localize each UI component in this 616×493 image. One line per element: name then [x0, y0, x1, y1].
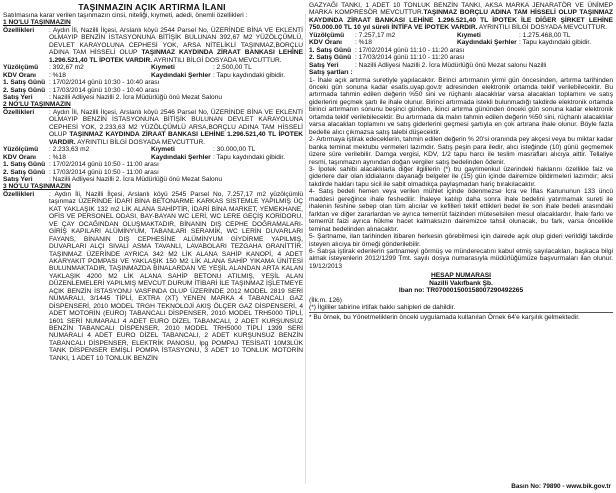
label-kayitlar: Kaydındaki Şerhler	[151, 153, 211, 161]
column-divider	[305, 14, 306, 484]
sart-item-6: 6- Satışa iştirak edenlerin şartnameyi görmüş ve münderecatını kabul etmiş sayılacakları, başkaca bilgi almak isteyenlerin 2012/1299 Tmt. sayılı dosya numarasıyla müdürlüğümüze başvurmaları ilan olunur. 19/12/2013	[309, 247, 613, 270]
t1-satis1: : 17/02/2014 günü 10:30 - 10:40 arası	[49, 79, 160, 87]
t2-ozellik	[3, 109, 303, 146]
t3-ozellik	[3, 191, 303, 362]
hesap-iban: Iban no: TR070001500158007290492265	[398, 287, 524, 295]
sart-item-3: 3- İpotek sahibi alacaklılarla diğer ilgililerin (*) bu gayrimenkul üzerindeki haklarını özellikle faiz ve giderlere dair olan iddialarını dayanağı belgeler ile (15) gün içinde dairemize bildirmeleri lazımdır; aksi takdirde hakları tapu sicil ile sabit olmadıkça paylaşmadan hariç bırakılacaktır.	[309, 165, 613, 188]
t3-kayitlar: : Tapu kaydındaki gibidir.	[519, 39, 592, 47]
t1-kdv: : %18	[49, 71, 66, 79]
t2-kayitlar: : Tapu kaydındaki gibidir.	[213, 153, 286, 161]
satis-sartlari-heading: Satış şartları :	[309, 69, 353, 77]
label-kdv: KDV Oranı	[3, 71, 36, 79]
hesap-title: HESAP NUMARASI	[431, 272, 491, 280]
ilk-m: (İlk.m. 126)	[309, 296, 342, 304]
t2-kdv: : %18	[49, 153, 66, 161]
t3-row-satis2	[309, 54, 613, 61]
t1-yuzolcumu: : 392,67 m2	[49, 64, 84, 72]
t2-heading: 2 NO'LU TAŞINMAZIN	[3, 101, 71, 109]
sart-item-5: 5- Şartname, ilan tarihinden itibaren herkesin görebilmesi için dairede açık olup gideri verildiği takdirde isteyen alıcıya bir örneği gönderilebilir.	[309, 233, 613, 248]
label-satisyeri: Satış Yeri	[3, 93, 33, 101]
sart-item-1: 1- İhale açık artırma suretiyle yapılacaktır. Birinci artırmanın yirmi gün öncesinden, artırma tarihinden önceki gün sonuna kadar esatis.uyap.gov.tr adresinden elektronik ortamda teklif verilebilecektir. Bu artırmada tahmin edilen değerin %50 sini ve rüçhanlı alacaklılar varsa alacakları toplamını ve satış giderlerini geçmek şartı ile ihale olunur. Birinci artırmada istekli bulunmadığı takdirde elektronik ortamda birinci artırmanın sonunu beşinci günden, ikinci artırma gününden önceki gün sonuna kadar elektronik ortamda teklif verilebilecektir. Bu artırmada da malın tahmin edilen değerin %50 sini, rüçhanlı alacaklılar varsa alacakları toplamını ve satış giderlerini geçmesi şartıyla en çok artırana ihale olunur. Böyle fazla bedelle alıcı çıkmazsa satış talebi düşecektir.	[309, 76, 613, 136]
t3-yuzolcumu: : 7.257,17 m2	[355, 31, 396, 39]
label-kayitlar: Kaydındaki Şerhler	[151, 71, 211, 79]
t3-satis2: : 17/03/2014 günü 11:10 - 11:20 arası	[355, 54, 465, 62]
right-column	[309, 2, 613, 321]
t2-row-kdv	[3, 154, 303, 161]
label-satis1: 1. Satış Günü	[3, 79, 46, 87]
label-satis2: 2. Satış Günü	[3, 168, 46, 176]
t2-ozellik-value: : Aydın İli, Nazilli İlçesi, Arslanlı köyü 2546 Parsel No, ÜZERİNDE BİNA VE EKLENTİ OLMAYIP BENZİN İSTASYONUNA BİTİŞİK BULUNAN DEVLET KARAYOLUNA CEPHESİ YOK, 2.233,63 M2 YÜZÖLÇÜMLÜ ARSA,BORÇLU ADINA TAM HİSSELİ OLUP TAŞINMAZ KAYDINDA ZİRAAT BANKASI LEHİNE 1.296.521,40 TL İPOTEK VARDIR. AYRINTILI BİLGİ DOSYADA MEVCUTTUR.	[49, 108, 303, 146]
note-1: (*) İlgililer tabirine irtifak hakkı sahipleri de dahildir.	[309, 304, 456, 312]
t2-satis1: : 17/02/2014 günü 10:50 - 11:00 arası	[49, 161, 159, 169]
t1-row-satis2	[3, 87, 303, 94]
hesap-bank: Nazilli Vakıfbank Şb.	[429, 279, 493, 287]
ad-page	[3, 2, 613, 491]
t3-kiymeti: : 1.275.468,00 TL	[519, 31, 571, 39]
t2-row-satis1	[3, 161, 303, 168]
intro-text: Satılmasına karar verilen taşınmazın cinsi, niteliği, kıymeti, adedi, önemli özellikleri :	[3, 12, 248, 19]
ad-title: TAŞINMAZIN AÇIK ARTIRMA İLANI	[78, 2, 226, 12]
t1-row-yuzolcumu	[3, 64, 303, 71]
t1-ozellik	[3, 27, 303, 64]
t3-row-yuzolcumu	[309, 32, 613, 39]
t3-row-kdv	[309, 39, 613, 46]
t3-row-satis1	[309, 47, 613, 54]
t1-kayitlar: : Tapu kaydındaki gibidir.	[213, 71, 286, 79]
basin-no: Basın No: 79890 - www.bik.gov.tr	[511, 482, 611, 490]
t2-satis2: : 17/03/2014 günü 10:50 - 11:00 arası	[49, 168, 159, 176]
label-kdv: KDV Oranı	[3, 153, 36, 161]
t3-satisyeri: : Nazilli Adliyesi Nazilli 2. İcra Müdürlüğü önü Mezat salonu Nazilli	[355, 61, 547, 69]
t1-ozellik-value: : Aydın İli, Nazilli İlçesi, Arslanlı köyü 2544 Parsel No, ÜZERİNDE BİNA VE EKLENTİ OLMAYIP BENZİN İSTASYONUNA BİTİŞİK BULUNAN 392,67 M2 YÜZÖLÇÜMLÜ, DEVLET KARAYOLUNA CEPHESİ YOK, ARSA NİTELİKLİ TAŞINMAZ,BORÇLU ADINA TAM HİSSELİ OLUP TAŞINMAZ KAYDINDA ZİRAAT BANKASI LEHİNE 1.296.521,40 TL İPOTEK VARDIR. AYRINTILI BİLGİ DOSYADA MEVCUTTUR.	[49, 26, 303, 64]
t2-satisyeri: : Nazilli Adliyesi Nazilli 2. İcra Müdürlüğü önü Mezat Salonu	[49, 175, 222, 183]
label-satis2: 2. Satış Günü	[309, 54, 352, 62]
label-satisyeri: Satış Yeri	[309, 61, 339, 69]
label-yuzolcumu: Yüzölçümü	[3, 146, 39, 154]
t1-kiymeti: : 2.500,00 TL	[213, 64, 252, 72]
t3-continuation: GAZYAĞI TANKI, 1 ADET 10 TONLUK BENZİN TANKI, AKSA MARKA JENARATÖR VE ÜNİMEP MARKA KOMPRESÖR MEVCUTTUR.TAŞINMAZ BORÇLU ADINA TAM HİSSELİ OLUP TAŞINMAZ KAYDINDA ZİRAAT BANKASI LEHİNE 1.296.521,40 TL İPOTEK İLE DİĞER ŞİRKET LEHİNE 750.000.00 TL 10 yıl süreli İNTİFA VE İPOTEK VARDIR. AYRINTILI BİLGİ DOSYADA MEVCUTTUR.	[309, 2, 614, 32]
t2-yuzolcumu: : 2.233,63 m2	[49, 146, 90, 154]
t3-ozellik-value: : Aydın İli, Nazilli İlçesi, Arslanlı köyü 2545 Parsel No, 7.257,17 m2 yüzölçümlü taşınmaz ÜZERİNDE İDARİ BİNA BETONARME KARKAS SİSTEMLE YAPILMIŞ ÜÇ KAT YAKLAŞIK 132 m2 LİK ALANA SAHİPTİR, İDARİ BİNA MARKET, YEMEKHANE, OFİS VE PERSONEL ODASI, BAY-BAYAN WC LERİ, WC LERE GEÇİŞ KORİDORU, VE ÇAY OCAĞINDAN OLUŞMAKTADIR, BİNANIN DIŞ CEPHE DOĞRAMALARI-GİRİŞ KAPILARI ALÜMİNYUM, TABANLARI SERAMİK, WC LERİN DUVARLARI FAYANS, BİNANIN DIŞ CEPHESİNE ALÜMİNYUM GİYDİRME YAPILMIŞ, DUVARLARI ALÇI SIVALI ASMA TAVANLI, LAVABOLARI TEZGAHA GRANİTTİR. TAŞINMAZ ÜZERİNDE AYRICA 342 M2 LİK ALANA SAHİP KANOPİ, 4 ADET AKARYAKIT POMPASI VE YAKLAŞIK 150 M2 LİK ALANA SAHİP YIKAMA ÜNİTESİ BULUNMAKTADIR, TAŞINMAZDA BİNALARDAN VE YEŞİL ALANDAN ARTA KALAN YAKLAŞIK 4200 M2 LİK ALANA SAHİP BETONU ATILMIŞ, YEŞİL ALAN DÜZENLEMELERİ YAPILMIŞ MEVCUT DURUM İTİBARİ İLE TAŞINMAZ İŞLETMEYE AÇIK BENZİN İSTASYONU VASFINDA OLUP ÜZERİNDE 2012 MODEL 2819 SERİ NUMARALI, 3/1445 TİPLİ, EXTRA (XT) YENEN MARKA 4 TABANCALI GAZ DİSPENSERİ, 2010 MODEL TRGH TEKNOLOJİ AKIŞ ÖLÇER GAZ DİSPENSERİ, 4 ADET MOTORİN (EURO) TABANCALI DİSPENSER, 2010 MODEL TRH5000 TİPLİ, 1601 SERİ NUMARALI 4 ADET EURO DİZEL TABANCALI, 2 ADET KURŞUNSUZ BENZİN TABANCALI DİSPENSER, 2010 MODEL TRH5000 TİPLİ 1399 SERİ NUMARALI 4 ADET EURO DİZEL TABANCALI, 2 ADET KURŞUNSUZ BENZİN TABANCALI DİSPENSER, ELEKTRİK PANOSU, lpg POMPAJ TESİSATI 10M3LÜK TANK DİSPENSER EMİŞLİ POMPA İSTASYONU, 3 ADET 10 TONLUK MOTORİN TANKI, 1 ADET 10 TONLUK BENZİN	[49, 190, 303, 362]
t1-row-kdv	[3, 72, 303, 79]
t1-satisyeri: : Nazilli Adliyesi Nazilli 2. İcra Müdürlüğü önü Mezat Salonu	[49, 93, 222, 101]
t1-heading: 1 NO'LU TAŞINMAZIN	[3, 19, 71, 27]
t1-row-satis1	[3, 79, 303, 86]
label-kayitlar: Kaydındaki Şerhler	[457, 39, 517, 47]
t3-row-satisyeri	[309, 62, 613, 69]
label-satis1: 1. Satış Günü	[3, 161, 46, 169]
t2-kiymeti: : 30.000,00 TL	[213, 146, 256, 154]
sart-item-2: 2- Artırmaya iştirak edeceklerin, tahmin edilen değerin % 20'si oranında pey akçesi veya bu miktar kadar banka teminat mektubu vermeleri lazımdır. Satış peşin para iledir, alıcı isteğinde (10) günü geçmemek üzere süre verilebilir. Damga vergisi, KDV, 1/2 tapu harcı ile teslim masrafları alıcıya aittir. Tellaliye resmi, taşınmazın aynından doğan vergiler satış bedelinden ödenir.	[309, 136, 613, 166]
t2-row-yuzolcumu	[3, 146, 303, 153]
label-yuzolcumu: Yüzölçümü	[3, 64, 39, 72]
t1-satis2: : 17/03/2014 günü 10:30 - 10:40 arası	[49, 86, 160, 94]
t3-heading: 3 NO'LU TAŞINMAZIN	[3, 183, 71, 191]
label-yuzolcumu: Yüzölçümü	[309, 31, 345, 39]
t1-ozellik-label: Özellikleri	[3, 26, 35, 34]
left-column	[3, 2, 303, 362]
t2-row-satisyeri	[3, 176, 303, 183]
label-kdv: KDV Oranı	[309, 39, 342, 47]
label-kiymeti: Kıymeti	[151, 146, 175, 154]
t3-kdv: : %18	[355, 39, 372, 47]
label-satis2: 2. Satış Günü	[3, 86, 46, 94]
label-satis1: 1. Satış Günü	[309, 46, 352, 54]
note-2: * Bu örnek, bu Yönetmeliklerin önceki uygulamada kullanılan Örnek 64'e karşılık gelmektedir.	[309, 313, 580, 321]
sart-item-4: 4- Satış bedeli hemen veya verilen mühlet içinde ödenmezse İcra ve İflas Kanununun 133 üncü maddesi gereğince ihale feshedilir. İhaleye katılıp daha sonra ihale bedelini yatırmamak sureti ile ihalenin feshine sebep olan tüm alıcılar ve kefilleri teklif ettikleri bedel ile son ihale bedeli arasındaki farktan ve diğer zararlardan ve ayrıca temerrüt faizinden müteselsilen mesul olacaklardır. İhale farkı ve temerrüt faizi ayrıca hükme hacet kalmaksızın dairemizce tahsil olunacak, bu fark, varsa öncelikle teminat bedelinden alınacaktır.	[309, 188, 613, 233]
label-kiymeti: Kıymeti	[151, 64, 175, 72]
t1-row-satisyeri	[3, 94, 303, 101]
label-kiymeti: Kıymeti	[457, 31, 481, 39]
t2-ozellik-label: Özellikleri	[3, 108, 35, 116]
label-satisyeri: Satış Yeri	[3, 175, 33, 183]
t3-ozellik-label: Özellikleri	[3, 190, 35, 198]
t2-row-satis2	[3, 169, 303, 176]
t3-satis1: : 17/02/2014 günü 11:10 - 11:20 arası	[355, 46, 465, 54]
